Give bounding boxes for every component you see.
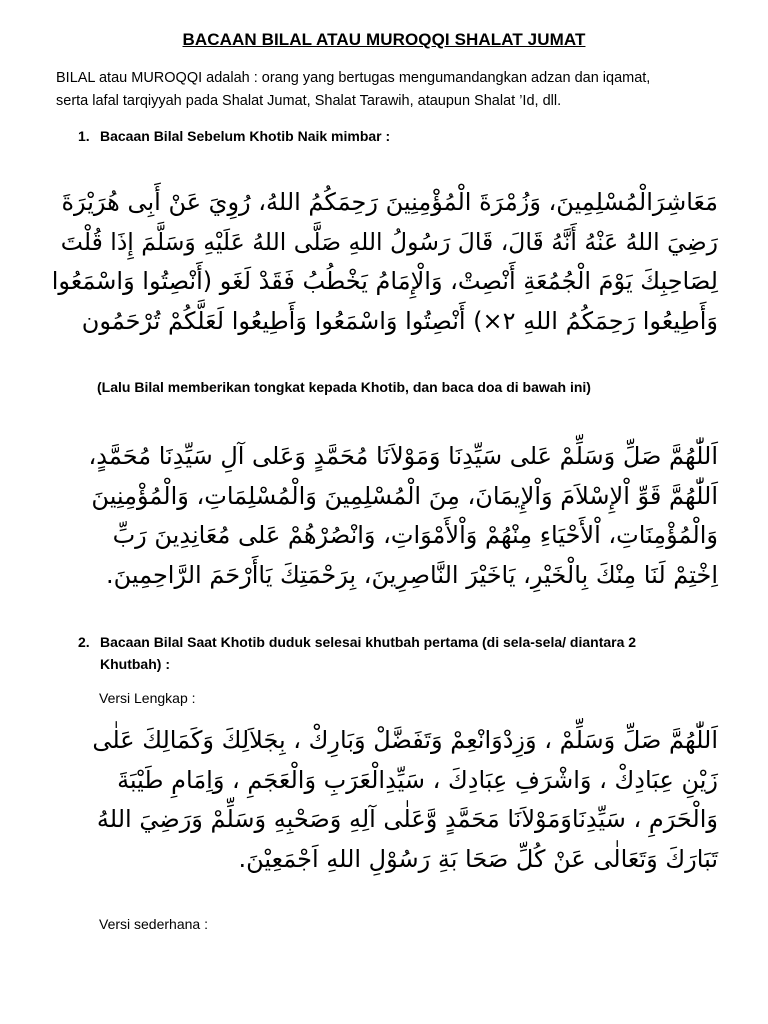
arabic-line: لِصَاحِبِكَ يَوْمَ الْجُمُعَةِ أَنْصِتْ، وَالْإِمَامُ يَخْطُبُ فَقَدْ لَغَو (أَنْصِتُوا وَاسْمَعُوا (51, 267, 718, 295)
arabic-line: تَبَارَكَ وَتَعَالٰى عَنْ كُلِّ صَحَا بَةِ رَسُوْلِ اللهِ اَجْمَعِيْنَ. (238, 844, 718, 873)
arabic-doa-block (48, 437, 718, 595)
arabic-line: زَيْنِ عِبَادِكْ ، وَاشْرَفِ عِبَادِكَ ، سَيِّدِالْعَرَبِ وَالْعَجَمِ ، وَاِمَامِ طَيْبَةَ (117, 765, 718, 794)
section-1-heading (78, 128, 390, 144)
section-1-heading-text: Bacaan Bilal Sebelum Khotib Naik mimbar : (100, 128, 391, 144)
arabic-line: مَعَاشِرَالْمُسْلِمِينَ، وَزُمْرَةَ الْمُؤْمِنِينَ رَحِمَكُمُ اللهُ، رُوِيَ عَنْ أَبِى هُرَيْرَةَ (61, 188, 718, 216)
intro-line-2: serta lafal tarqiyyah pada Shalat Jumat, Shalat Tarawih, ataupun Shalat ’Id, dll. (56, 93, 562, 109)
intro-paragraph (56, 67, 736, 113)
versi-lengkap-label: Versi Lengkap : (99, 690, 196, 706)
section-1-number: 1. (78, 128, 90, 144)
arabic-lengkap-block (48, 721, 718, 879)
section-2-heading-line-1: Bacaan Bilal Saat Khotib duduk selesai khutbah pertama (di sela-sela/ diantara 2 (100, 634, 637, 650)
arabic-text-block-1 (48, 183, 718, 341)
arabic-line: اِخْتِمْ لَنَا مِنْكَ بِالْخَيْرِ، يَاخَيْرَ النَّاصِرِينَ، بِرَحْمَتِكَ يَاأَرْحَمَ الرَّاحِمِينَ. (105, 560, 718, 589)
section-2-heading (78, 631, 718, 675)
arabic-line: رَضِيَ اللهُ عَنْهُ أَنَّهُ قَالَ، قَالَ رَسُولُ اللهِ صَلَّى اللهُ عَلَيْهِ وَسَلَّمَ إِذَا قُلْتَ (60, 227, 718, 256)
arabic-line: وَأَطِيعُوا رَحِمَكُمُ اللهِ ٢×) أَنْصِتُوا وَاسْمَعُوا وَأَطِيعُوا لَعَلَّكُمْ تُرْحَمُون (81, 306, 718, 335)
arabic-line: وَالْحَرَمِ ، سَيِّدِنَاوَمَوْلاَنَا مَحَمَّدٍ وَّعَلٰى آلِهِ وَصَحْبِهِ وَسَلِّمْ وَرَضِيَ اللهُ (96, 805, 718, 833)
versi-sederhana-label: Versi sederhana : (99, 916, 208, 932)
arabic-line: اَللّٰهُمَّ صَلِّ وَسَلِّمْ ، وَزِدْوَانْعِمْ وَتَفَضَّلْ وَبَارِكْ ، بِجَلاَلِكَ وَكَمَالِكَ عَلٰى (92, 726, 718, 754)
arabic-line: وَالْمُؤْمِنَاتِ، اْلأَحْيَاءِ مِنْهُمْ وَاْلأَمْوَاتِ، وَانْصُرْهُمْ عَلى مُعَانِدِينَ رَبِّ (112, 521, 718, 549)
arabic-line: اَللّٰهُمَّ قَوِّ اْلإِسْلاَمَ وَاْلإِيمَانَ، مِنَ الْمُسْلِمِينَ وَالْمُسْلِمَاتِ، وَالْمُؤْمِنِينَ (91, 481, 718, 510)
instruction-note: (Lalu Bilal memberikan tongkat kepada Khotib, dan baca doa di bawah ini) (97, 379, 591, 395)
section-2-number: 2. (78, 634, 90, 650)
section-2-heading-line-2: Khutbah) : (100, 656, 170, 672)
arabic-line: اَللّٰهُمَّ صَلِّ وَسَلِّمْ عَلى سَيِّدِنَا وَمَوْلاَنَا مُحَمَّدٍ وَعَلى آلِ سَيِّدِنَا مُحَمَّدٍ، (88, 442, 718, 470)
intro-line-1: BILAL atau MUROQQI adalah : orang yang bertugas mengumandangkan adzan dan iqamat, (56, 70, 651, 86)
document-title: BACAAN BILAL ATAU MUROQQI SHALAT JUMAT (182, 30, 586, 49)
